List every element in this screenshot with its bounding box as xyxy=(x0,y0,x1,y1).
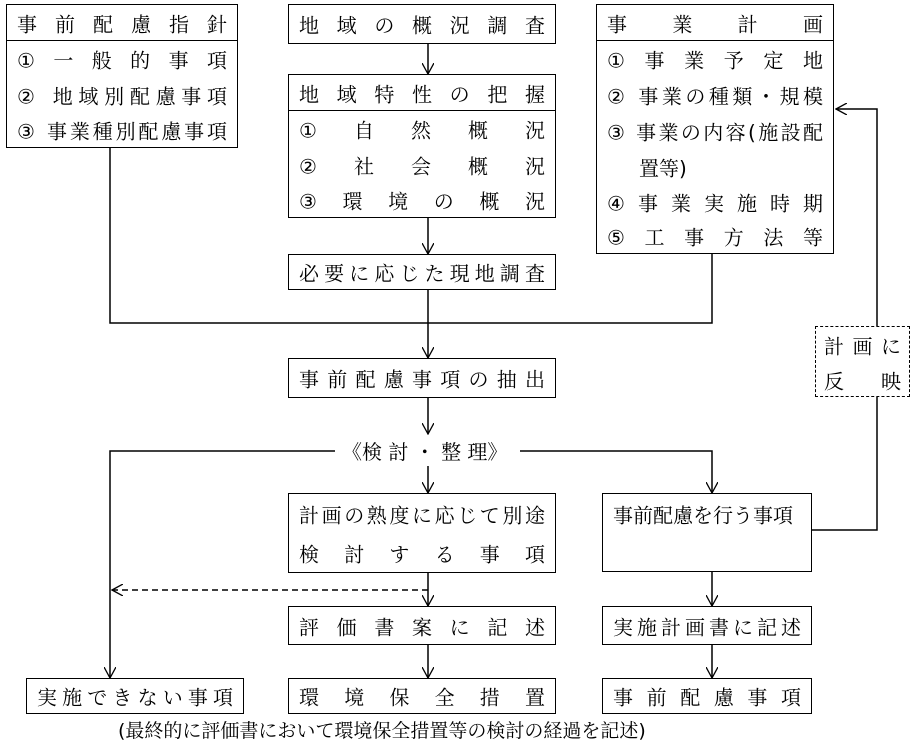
eval-draft-title: 評 価 書 案 に 記 述 xyxy=(299,615,545,639)
policy-title-row xyxy=(7,5,237,41)
policy-item: ① 一 般 的 事 項 xyxy=(17,48,227,73)
plan-item: ⑤ 工 事 方 法 等 xyxy=(607,225,823,250)
field-survey-title: 必要に応じた現地調査 xyxy=(299,261,545,286)
arrow-reflect-to-plan xyxy=(836,109,877,326)
footnote: (最終的に評価書において環境保全措置等の検討の経過を記述) xyxy=(118,716,646,743)
reflect-line-2: 反 映 xyxy=(824,369,901,393)
characteristics-item: ② 社 会 概 況 xyxy=(299,154,545,179)
reflect-box xyxy=(815,326,910,397)
env-measures-box xyxy=(288,678,556,714)
line-consider-to-reflect xyxy=(812,397,877,530)
line-review-right xyxy=(520,451,712,493)
field-survey-box xyxy=(288,254,556,290)
infeasible-box xyxy=(26,678,244,714)
characteristics-title-row xyxy=(289,75,555,111)
plan-item: ③ 事業の内容(施設配 xyxy=(607,120,823,145)
characteristics-item: ③ 環 境 の 概 況 xyxy=(299,189,545,214)
separate-line-2: 検 討 す る 事 項 xyxy=(299,542,545,567)
plan-item: ② 事業の種類・規模 xyxy=(607,84,823,109)
survey-box xyxy=(288,4,556,44)
plan-item: ④ 事 業 実 施 時 期 xyxy=(607,191,823,216)
impl-plan-title: 実施計画書に記述 xyxy=(613,615,801,639)
extract-box xyxy=(288,358,556,398)
plan-title: 事 業 計 画 xyxy=(607,12,823,36)
policy-item: ③ 事業種別配慮事項 xyxy=(17,119,227,144)
survey-title: 地 域 の 概 況 調 査 xyxy=(299,13,545,38)
eval-draft-box xyxy=(288,606,556,645)
extract-title: 事 前 配 慮 事 項 の 抽 出 xyxy=(299,367,545,392)
characteristics-box xyxy=(288,74,556,218)
env-measures-title: 環 境 保 全 措 置 xyxy=(299,685,545,710)
infeasible-title: 実施できない事項 xyxy=(37,685,233,710)
separate-box xyxy=(288,493,556,573)
pre-items-title: 事 前 配 慮 事 項 xyxy=(613,685,801,710)
impl-plan-box xyxy=(602,606,812,645)
policy-title: 事 前 配 慮 指 針 xyxy=(17,12,227,36)
plan-title-row xyxy=(597,5,833,41)
characteristics-title: 地 域 特 性 の 把 握 xyxy=(299,82,545,106)
consider-items-box xyxy=(602,493,812,572)
pre-items-box xyxy=(602,678,812,714)
policy-box xyxy=(6,4,238,148)
plan-box xyxy=(596,4,834,254)
policy-item: ② 地域別配慮事項 xyxy=(17,84,227,109)
separate-line-1: 計画の熟度に応じて別途 xyxy=(299,503,545,528)
reflect-line-1: 計 画 に xyxy=(824,334,901,358)
review-label: 《検 討 ・ 整 理》 xyxy=(338,436,511,465)
consider-items-title: 事前配慮を行う事項 xyxy=(613,503,793,528)
characteristics-item: ① 自 然 概 況 xyxy=(299,118,545,143)
plan-item: ① 事 業 予 定 地 xyxy=(607,48,823,73)
plan-item-continued: 置等) xyxy=(639,156,687,181)
